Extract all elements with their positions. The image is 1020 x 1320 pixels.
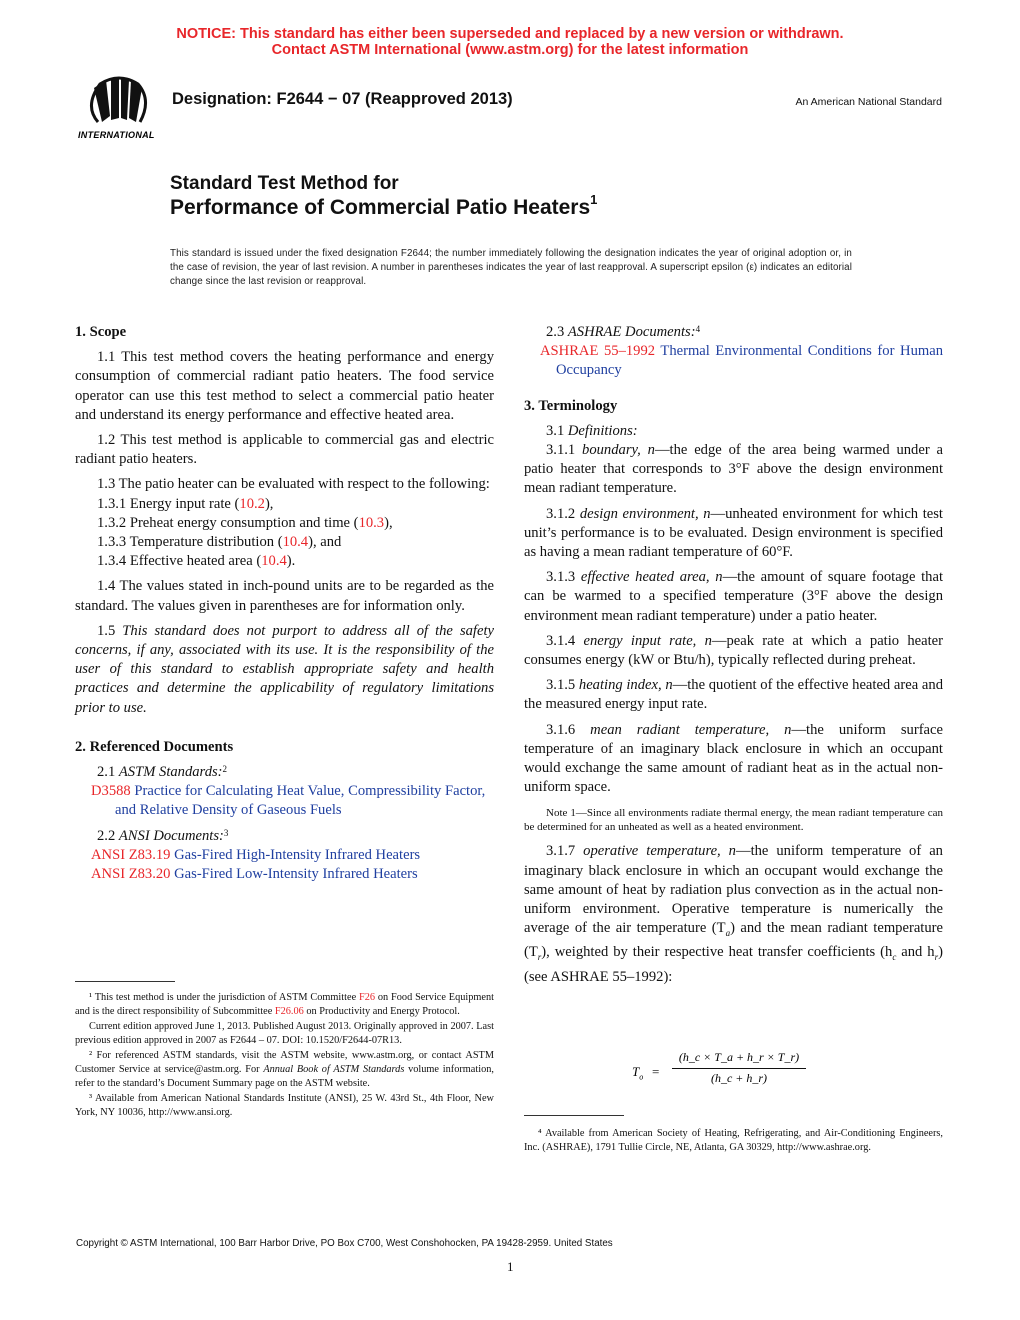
para-2-1: 2.1 ASTM Standards:$^2$ (97, 764, 228, 781)
astm-logo (76, 70, 162, 144)
ref-link[interactable]: 10.4 (261, 553, 287, 570)
eq-numerator: (h_c × T_a + h_r × T_r) (678, 1050, 800, 1064)
para-1-3: 1.3 The patio heater can be evaluated with respect to the following: (97, 476, 490, 493)
notice-banner (0, 26, 1020, 58)
ref-d3588 (75, 782, 494, 820)
footnote-1: ¹ This test method is under the jurisdiction of ASTM Committee F26 on Food Service Equipment and is the direct responsibility of Subcommittee F26.06 on Productivity and Energy Protocol. (75, 992, 494, 1018)
title-footnote-mark: 1 (590, 192, 598, 207)
designation: Designation: F2644 − 07 (Reapproved 2013) (172, 90, 513, 108)
footnotes-right (524, 1127, 943, 1156)
american-national-standard: An American National Standard (795, 96, 942, 108)
title-text: Performance of Commercial Patio Heaters (170, 196, 591, 219)
ref-title-link[interactable]: Practice for Calculating Heat Value, Compressibility Factor, and Relative Density of Gaseous Fuels (115, 783, 486, 819)
eq-fraction-bar (672, 1068, 806, 1069)
def-3-1-6: 3.1.6 mean radiant temperature, n—the uniform surface temperature of an imaginary black enclosure in which an occupant would exchange the same amount of radiant heat as in the actual non-uniform space. (524, 721, 943, 796)
def-3-1-1: 3.1.1 boundary, n—the edge of the area being warmed under a patio heater that corresponds to 3°F above the design environment mean radiant temperature. (524, 442, 943, 497)
ref-z83-19 (75, 846, 494, 865)
item-1-3-4: 1.3.4 Effective heated area (10.4). (97, 553, 296, 570)
para-1-2: 1.2 This test method is applicable to commercial gas and electric radiant patio heaters. (75, 432, 494, 468)
ref-link[interactable]: 10.2 (239, 495, 265, 512)
eq-denominator: (h_c + h_r) (710, 1071, 768, 1085)
left-column (75, 323, 494, 884)
ref-z83-20 (75, 865, 494, 884)
para-1-5: 1.5 This standard does not purport to address all of the safety concerns, if any, associated with its use. It is the responsibility of the user of this standard to establish appropriate safety and health practices and determine the applicability of regulatory limitations prior to use. (75, 622, 494, 716)
item-1-3-1: 1.3.1 Energy input rate (10.2), (97, 495, 274, 512)
eq-lhs: $T_o$ (632, 1064, 644, 1082)
ref-code-link[interactable]: ANSI Z83.19 (91, 846, 171, 863)
note-1: Note 1—Since all environments radiate thermal energy, the mean radiant temperature can be determined for an unheated as well as a heated environment. (524, 807, 943, 834)
footnote-2: ² For referenced ASTM standards, visit the ASTM website, www.astm.org, or contact ASTM Customer Service at service@astm.org. For Annual Book of ASTM Standards volume information, refer to the standard’s Document Summary page on the ASTM website. (75, 1049, 494, 1090)
para-1-4: 1.4 The values stated in inch-pound units are to be regarded as the standard. The values given in parentheses are for information only. (75, 578, 494, 614)
para-2-2: 2.2 ANSI Documents:$^3$ (97, 827, 229, 844)
footnote-rule-right (524, 1115, 624, 1116)
ref-link[interactable]: 10.3 (358, 514, 385, 531)
def-3-1-3: 3.1.3 effective heated area, n—the amount of square footage that can be warmed to a specified temperature (3°F above the design environment mean radiant temperature) under a patio heater. (524, 569, 944, 624)
issued-statement: This standard is issued under the fixed designation F2644; the number immediately following the designation indicates the year of original adoption or, in the case of revision, the year of last revision. A number in parentheses indicates the year of last reapproval. A superscript epsilon (ε) indicates an editorial change since the last revision or reapproval. (170, 248, 852, 287)
page-number: 1 (507, 1259, 514, 1274)
ref-link[interactable]: 10.4 (282, 534, 309, 551)
ref-code-link[interactable]: ANSI Z83.20 (91, 866, 171, 883)
def-3-1-2: 3.1.2 design environment, n—unheated environment for which test unit’s performance is to be evaluated. Design environment is specified as having a mean radiant temperature of 60°F. (524, 505, 943, 561)
item-1-3-2: 1.3.2 Preheat energy consumption and time (10.3), (97, 514, 393, 531)
ref-link[interactable]: F26 (359, 992, 376, 1003)
notice-line-1: NOTICE: This standard has either been superseded and replaced by a new version or withdrawn. (176, 26, 844, 42)
footnote-4: ⁴ Available from American Society of Heating, Refrigerating, and Air-Conditioning Engineers, Inc. (ASHRAE), 1791 Tullie Circle, NE, Atlanta, GA 30329, http://www.ashrae.org. (524, 1128, 943, 1154)
ref-title-link[interactable]: Gas-Fired High-Intensity Infrared Heaters (174, 846, 421, 863)
footnote-3: ³ Available from American National Standards Institute (ANSI), 25 W. 43rd St., 4th Floor, New York, NY 10036, http://www.ansi.org. (75, 1092, 494, 1119)
terminology-heading: 3. Terminology (524, 397, 618, 414)
item-1-3-3: 1.3.3 Temperature distribution (10.4), and (97, 534, 342, 551)
def-3-1-5: 3.1.5 heating index, n—the quotient of the effective heated area and the measured energy input rate. (524, 677, 943, 713)
title-line-2 (170, 192, 598, 220)
refdocs-heading: 2. Referenced Documents (75, 738, 234, 755)
notice-line-2: Contact ASTM International (www.astm.org) for the latest information (271, 42, 749, 58)
def-3-1-4: 3.1.4 energy input rate, n—peak rate at which a patio heater consumes energy (kW or Btu/h), typically reflected during preheat. (524, 632, 944, 669)
def-3-1-7: 3.1.7 operative temperature, n—the uniform temperature of an imaginary black enclosure in which an occupant would exchange the same amount of heat by radiation plus convection as in the actual non-uniform environment. Operative temperature is numerically the average of the air temperature $(T_a)$ and the mean radiant temperature $(T_r)$, weighted by their respective heat transfer coefficients ($h_c$ and $h_r$) (see ASHRAE 55–1992): (524, 843, 943, 985)
copyright: Copyright © ASTM International, 100 Barr Harbor Drive, PO Box C700, West Conshohocken, PA 19428-2959. United States (76, 1238, 613, 1249)
para-3-1: 3.1 Definitions: (546, 422, 638, 439)
para-2-3: 2.3 ASHRAE Documents:$^4$ (546, 324, 701, 340)
scope-heading: 1. Scope (75, 324, 127, 340)
ref-title-link[interactable]: Thermal Environmental Conditions for Human Occupancy (556, 343, 944, 379)
footnotes-left (75, 991, 494, 1121)
title-line-1: Standard Test Method for (170, 173, 399, 194)
footnote-1-current: Current edition approved June 1, 2013. Published August 2013. Originally approved in 2007. Last previous edition approved in 2007 as F2644 – 07. DOI: 10.1520/F2644-07R13. (75, 1020, 494, 1047)
logo-text: INTERNATIONAL (78, 130, 155, 140)
right-column (524, 323, 943, 987)
para-1-1: 1.1 This test method covers the heating performance and energy consumption of commercial radiant patio heaters. The food service operator can use this test method to select a commercial patio heater and understand its energy performance and effective heated area. (75, 349, 494, 423)
footnote-rule-left (75, 981, 175, 982)
eq-equals: = (652, 1064, 660, 1079)
ref-code-link[interactable]: D3588 (91, 783, 131, 800)
ref-link[interactable]: F26.06 (274, 1006, 304, 1018)
ref-code-link[interactable]: ASHRAE 55–1992 (540, 343, 656, 360)
ref-ashrae (524, 342, 943, 380)
ref-title-link[interactable]: Gas-Fired Low-Intensity Infrared Heaters (174, 866, 418, 883)
